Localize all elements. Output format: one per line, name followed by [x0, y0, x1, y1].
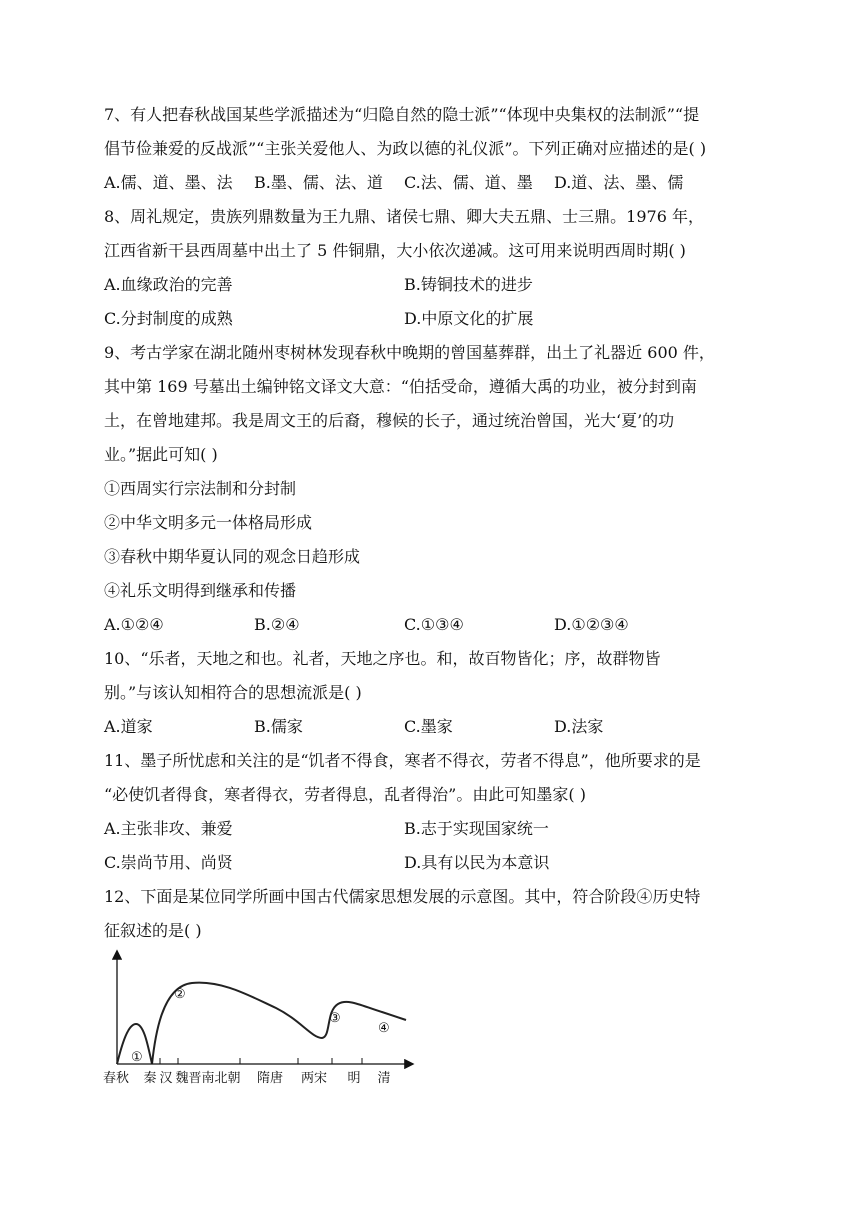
q7-option-b[interactable]: B.墨、儒、法、道 [254, 173, 383, 192]
q10-option-b[interactable]: B.儒家 [254, 717, 303, 736]
q9-option-c[interactable]: C.①③④ [404, 615, 464, 634]
x-label-3: 汉 [159, 1071, 173, 1086]
q11-options-row-1 [104, 818, 764, 840]
q8-option-d[interactable]: D.中原文化的扩展 [404, 309, 534, 328]
q11-option-a[interactable]: A.主张非攻、兼爱 [104, 819, 233, 838]
q9-stem-line-3: 土，在曾地建邦。我是周文王的后裔，穆候的长子，通过统治曾国，光大‘夏’的功 [104, 411, 675, 430]
stage-label-4: ④ [378, 1021, 390, 1036]
x-ticks [152, 1058, 362, 1064]
x-label-6: 两宋 [300, 1071, 328, 1086]
q10-option-c[interactable]: C.墨家 [404, 717, 453, 736]
q8-option-a[interactable]: A.血缘政治的完善 [104, 275, 233, 294]
q11-stem-line-1: 11、墨子所忧虑和关注的是“饥者不得食，寒者不得衣，劳者不得息”，他所要求的是 [104, 751, 701, 770]
q9-item-4: ④礼乐文明得到继承和传播 [104, 581, 297, 600]
q9-item-2: ②中华文明多元一体格局形成 [104, 513, 313, 532]
q11-option-d[interactable]: D.具有以民为本意识 [404, 853, 550, 872]
q9-option-a[interactable]: A.①②④ [104, 615, 164, 634]
stage-label-1: ① [131, 1050, 143, 1065]
q9-stem-line-4: 业。”据此可知( ) [104, 445, 218, 464]
x-label-7: 明 [347, 1071, 361, 1086]
q11-option-b[interactable]: B.志于实现国家统一 [404, 819, 549, 838]
q7-option-a[interactable]: A.儒、道、墨、法 [104, 173, 233, 192]
curve-main [152, 983, 406, 1064]
q8-options-row-2 [104, 308, 764, 330]
q8-option-b[interactable]: B.铸铜技术的进步 [404, 275, 533, 294]
q9-option-b[interactable]: B.②④ [254, 615, 300, 634]
q7-stem-line-2: 倡节俭兼爱的反战派”“主张关爱他人、为政以德的礼仪派”。下列正确对应描述的是( ) [104, 139, 707, 158]
q11-option-c[interactable]: C.崇尚节用、尚贤 [104, 853, 233, 872]
q9-item-3: ③春秋中期华夏认同的观念日趋形成 [104, 547, 361, 566]
q8-stem-line-1: 8、周礼规定，贵族列鼎数量为王九鼎、诸侯七鼎、卿大夫五鼎、士三鼎。1976 年， [104, 207, 704, 226]
x-label-1: 春秋 [102, 1071, 130, 1086]
q12-stem-line-1: 12、下面是某位同学所画中国古代儒家思想发展的示意图。其中，符合阶段④历史特 [104, 887, 701, 906]
q7-stem-line-1: 7、有人把春秋战国某些学派描述为“归隐自然的隐士派”“体现中央集权的法制派”“提 [104, 105, 700, 124]
q8-options-row-1 [104, 274, 764, 296]
q7-option-d[interactable]: D.道、法、墨、儒 [554, 173, 684, 192]
q10-stem-line-2: 别。”与该认知相符合的思想流派是( ) [104, 683, 362, 702]
stage-label-3: ③ [329, 1011, 341, 1026]
q10-option-a[interactable]: A.道家 [104, 717, 153, 736]
q8-stem-line-2: 江西省新干县西周墓中出土了 5 件铜鼎，大小依次递减。这可用来说明西周时期( ) [104, 241, 686, 260]
q10-stem-line-1: 10、“乐者，天地之和也。礼者，天地之序也。和，故百物皆化；序，故群物皆 [104, 649, 661, 668]
q9-stem-line-2: 其中第 169 号墓出土编钟铭文译文大意：“伯括受命，遵循大禹的功业，被分封到南 [104, 377, 697, 396]
q10-options [104, 716, 764, 738]
confucianism-development-diagram [100, 946, 420, 1092]
x-label-2: 秦 [143, 1071, 157, 1086]
q11-stem-line-2: “必使饥者得食，寒者得衣，劳者得息，乱者得治”。由此可知墨家( ) [104, 785, 586, 804]
q7-option-c[interactable]: C.法、儒、道、墨 [404, 173, 533, 192]
q8-option-c[interactable]: C.分封制度的成熟 [104, 309, 233, 328]
diagram-svg [100, 946, 420, 1092]
x-label-5: 隋唐 [256, 1071, 284, 1086]
x-label-4: 魏晋南北朝 [175, 1071, 241, 1086]
q9-item-1: ①西周实行宗法制和分封制 [104, 479, 297, 498]
q9-option-d[interactable]: D.①②③④ [554, 615, 629, 634]
q9-stem-line-1: 9、考古学家在湖北随州枣树林发现春秋中晚期的曾国墓葬群，出土了礼器近 600 件， [104, 343, 715, 362]
q12-stem-line-2: 征叙述的是( ) [104, 921, 202, 940]
x-label-8: 清 [377, 1071, 391, 1086]
x-labels [103, 1070, 391, 1086]
q10-option-d[interactable]: D.法家 [554, 717, 604, 736]
q7-options [104, 172, 764, 194]
stage-label-2: ② [174, 987, 186, 1002]
q11-options-row-2 [104, 852, 764, 874]
q9-options [104, 614, 764, 636]
